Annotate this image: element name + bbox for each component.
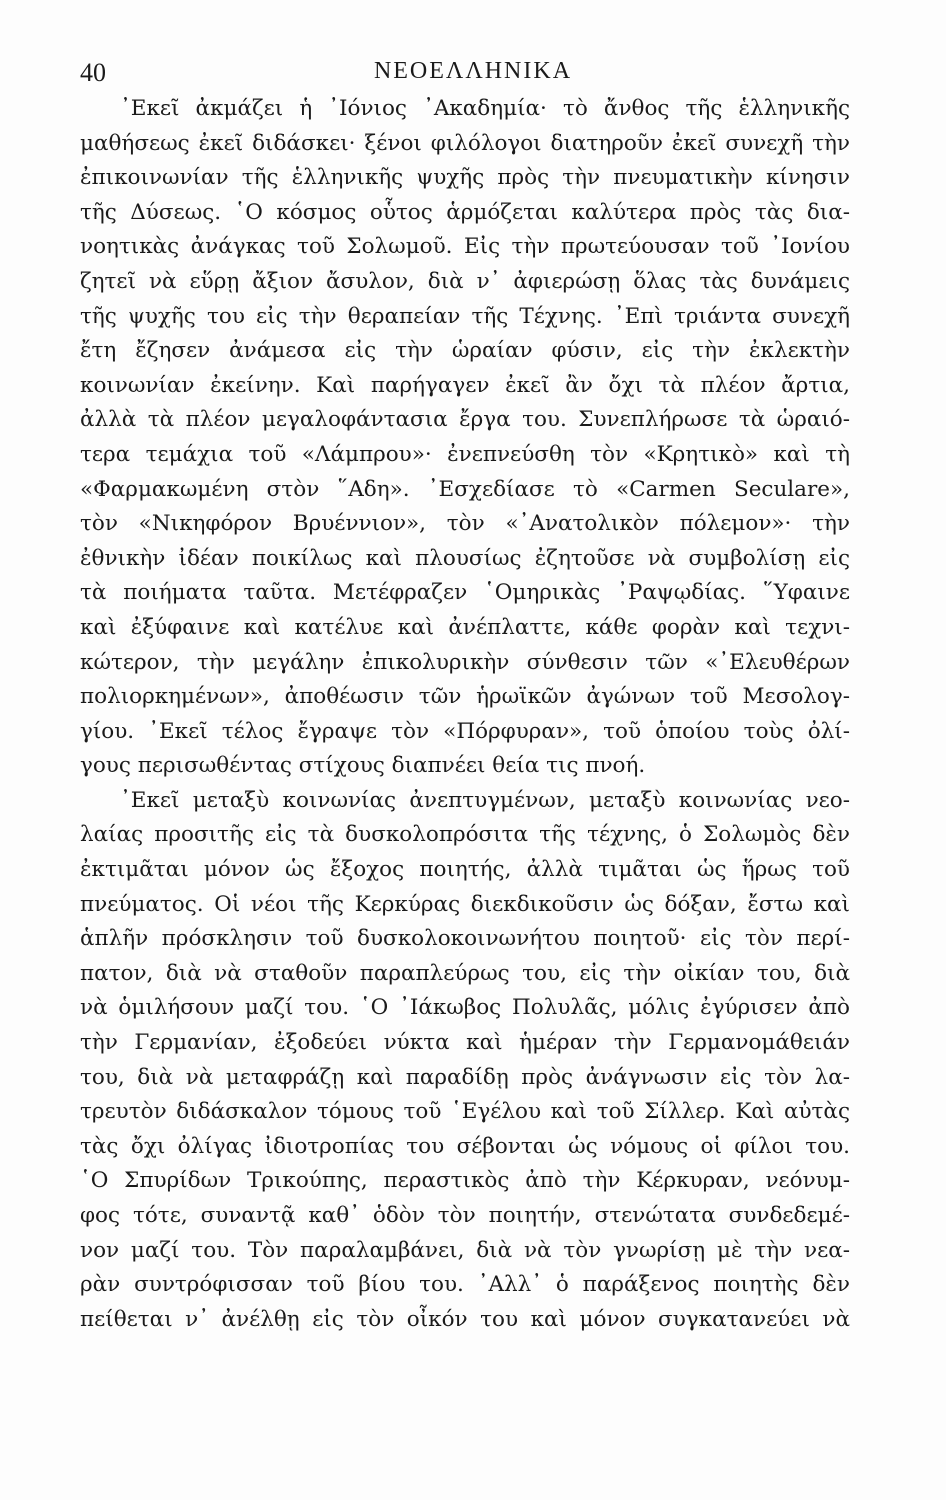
paragraph-2 bbox=[80, 784, 850, 1338]
running-title: ΝΕΟΕΛΛΗΝΙΚΑ bbox=[373, 58, 573, 84]
page-number: 40 bbox=[80, 58, 106, 87]
text-line: ρὰν συντρόφισσαν τοῦ βίου του. ᾿Αλλ᾿ ὁ παράξενος ποιητὴς δὲν bbox=[80, 1272, 850, 1298]
text-line: νοητικὰς ἀνάγκας τοῦ Σολωμοῦ. Εἰς τὴν πρωτεύουσαν τοῦ ᾿Ιονίου bbox=[80, 234, 850, 260]
text-line: νὰ ὁμιλήσουν μαζί του. ῾Ο ᾿Ιάκωβος Πολυλᾶς, μόλις ἐγύρισεν ἀπὸ bbox=[80, 995, 850, 1021]
text-line: ῾Ο Σπυρίδων Τρικούπης, περαστικὸς ἀπὸ τὴν Κέρκυραν, νεόνυμ- bbox=[80, 1168, 850, 1194]
text-line: πνεύματος. Οἱ νέοι τῆς Κερκύρας διεκδικοῦσιν ὡς δόξαν, ἔστω καὶ bbox=[80, 891, 850, 917]
body-text bbox=[80, 92, 850, 1337]
text-line: τερα τεμάχια τοῦ «Λάμπρου»· ἐνεπνεύσθη τὸν «Κρητικὸ» καὶ τὴ bbox=[80, 441, 850, 467]
text-line: μαθήσεως ἐκεῖ διδάσκει· ξένοι φιλόλογοι διατηροῦν ἐκεῖ συνεχῆ τὴν bbox=[80, 130, 850, 156]
text-line: τὴν Γερμανίαν, ἐξοδεύει νύκτα καὶ ἡμέραν τὴν Γερμανομάθειάν bbox=[80, 1030, 850, 1056]
text-line: ἀλλὰ τὰ πλέον μεγαλοφάντασια ἔργα του. Συνεπλήρωσε τὰ ὡραιό- bbox=[80, 407, 850, 433]
text-line: τῆς Δύσεως. ῾Ο κόσμος οὗτος ἁρμόζεται καλύτερα πρὸς τὰς δια- bbox=[80, 199, 850, 225]
text-line: γους περισωθέντας στίχους διαπνέει θεία τις πνοή. bbox=[80, 753, 646, 779]
text-line: κοινωνίαν ἐκείνην. Καὶ παρήγαγεν ἐκεῖ ἂν ὄχι τὰ πλέον ἄρτια, bbox=[80, 372, 850, 398]
paragraph-1 bbox=[80, 92, 850, 784]
text-line: κώτερον, τὴν μεγάλην ἐπικολυρικὴν σύνθεσιν τῶν «᾿Ελευθέρων bbox=[80, 649, 850, 675]
text-line: ἔτη ἔζησεν ἀνάμεσα εἰς τὴν ὡραίαν φύσιν, εἰς τὴν ἐκλεκτὴν bbox=[80, 338, 850, 364]
text-line: ἁπλῆν πρόσκλησιν τοῦ δυσκολοκοινωνήτου ποιητοῦ· εἰς τὸν περί- bbox=[80, 926, 850, 952]
text-line: ἐκτιμᾶται μόνον ὡς ἔξοχος ποιητής, ἀλλὰ τιμᾶται ὡς ἥρως τοῦ bbox=[80, 857, 850, 883]
text-line: ζητεῖ νὰ εὕρῃ ἄξιον ἄσυλον, διὰ ν᾿ ἀφιερώσῃ ὅλας τὰς δυνάμεις bbox=[80, 268, 850, 294]
text-line: ἐπικοινωνίαν τῆς ἑλληνικῆς ψυχῆς πρὸς τὴν πνευματικὴν κίνησιν bbox=[80, 165, 850, 191]
text-line: ᾿Εκεῖ ἀκμάζει ἡ ᾿Ιόνιος ᾿Ακαδημία· τὸ ἄνθος τῆς ἑλληνικῆς bbox=[120, 96, 850, 121]
text-line: του, διὰ νὰ μεταφράζῃ καὶ παραδίδῃ πρὸς ἀνάγνωσιν εἰς τὸν λα- bbox=[80, 1064, 850, 1090]
text-line: ᾿Εκεῖ μεταξὺ κοινωνίας ἀνεπτυγμένων, μεταξὺ κοινωνίας νεο- bbox=[120, 787, 850, 813]
text-line: τὰς ὄχι ὀλίγας ἰδιοτροπίας του σέβονται ὡς νόμους οἱ φίλοι του. bbox=[80, 1133, 850, 1159]
text-line: γίου. ᾿Εκεῖ τέλος ἔγραψε τὸν «Πόρφυραν», τοῦ ὁποίου τοὺς ὀλί- bbox=[80, 718, 850, 744]
text-line: ἐθνικὴν ἰδέαν ποικίλως καὶ πλουσίως ἐζητοῦσε νὰ συμβολίσῃ εἰς bbox=[80, 545, 850, 571]
text-line: τῆς ψυχῆς του εἰς τὴν θεραπείαν τῆς Τέχνης. ᾿Επὶ τριάντα συνεχῆ bbox=[80, 303, 850, 329]
text-line: φος τότε, συναντᾷ καθ᾿ ὁδὸν τὸν ποιητήν, στενώτατα συνδεδεμέ- bbox=[80, 1203, 850, 1228]
text-line: λαίας προσιτῆς εἰς τὰ δυσκολοπρόσιτα τῆς τέχνης, ὁ Σολωμὸς δὲν bbox=[80, 822, 850, 848]
text-line: τὸν «Νικηφόρον Βρυέννιον», τὸν «᾿Ανατολικὸν πόλεμον»· τὴν bbox=[80, 511, 850, 537]
text-line: νον μαζί του. Τὸν παραλαμβάνει, διὰ νὰ τὸν γνωρίσῃ μὲ τὴν νεα- bbox=[80, 1237, 850, 1263]
text-line: πατον, διὰ νὰ σταθοῦν παραπλεύρως του, εἰς τὴν οἰκίαν του, διὰ bbox=[80, 960, 850, 986]
text-line: «Φαρμακωμένη στὸν ῞Αδη». ᾿Εσχεδίασε τὸ «Carmen Seculare», bbox=[80, 476, 850, 502]
text-line: πείθεται ν᾿ ἀνέλθῃ εἰς τὸν οἶκόν του καὶ μόνον συγκατανεύει νὰ bbox=[80, 1306, 850, 1332]
text-line: τρευτὸν διδάσκαλον τόμους τοῦ ῾Εγέλου καὶ τοῦ Σίλλερ. Καὶ αὐτὰς bbox=[80, 1099, 850, 1125]
text-line: πολιορκημένων», ἀποθέωσιν τῶν ἡρωϊκῶν ἀγώνων τοῦ Μεσολογ- bbox=[80, 684, 850, 710]
text-line: τὰ ποιήματα ταῦτα. Μετέφραζεν ῾Ομηρικὰς ᾿Ραψῳδίας. ῞Υφαινε bbox=[80, 580, 850, 606]
text-line: καὶ ἐξύφαινε καὶ κατέλυε καὶ ἀνέπλαττε, κάθε φορὰν καὶ τεχνι- bbox=[80, 614, 850, 640]
